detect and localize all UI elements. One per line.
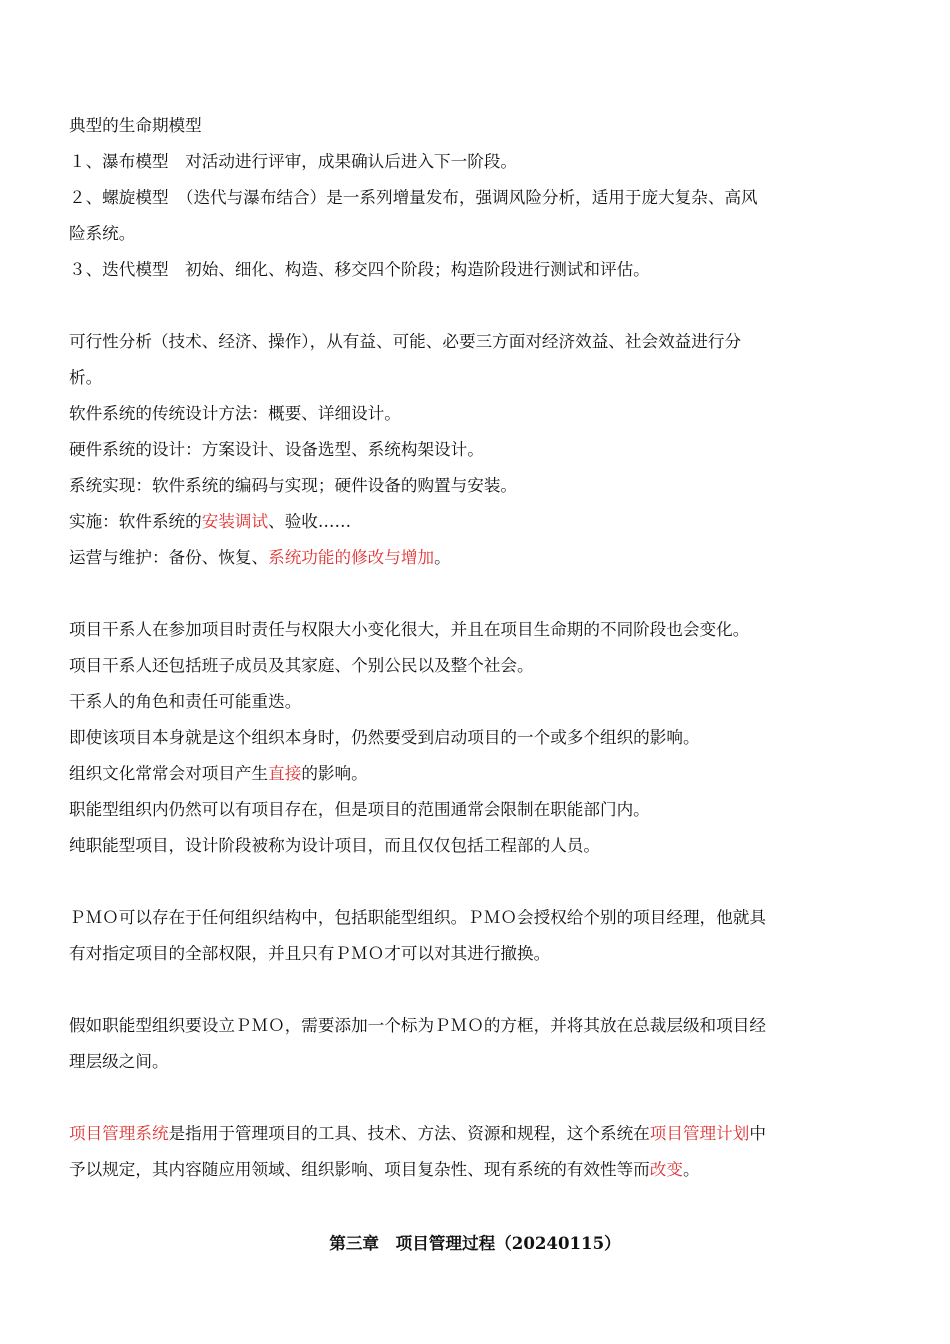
stakeholder-line-4: 即使该项目本身就是这个组织本身时，仍然要受到启动项目的一个或多个组织的影响。 [69,728,700,747]
paragraph-gap [69,1080,884,1116]
implementation-line: 系统实现：软件系统的编码与实现；硬件设备的购置与安装。 [69,476,518,495]
paragraph-gap [69,864,884,900]
stakeholder-line-3: 干系人的角色和责任可能重迭。 [69,692,302,711]
software-design-line: 软件系统的传统设计方法：概要、详细设计。 [69,404,401,423]
deployment-highlight: 安装调试 [201,512,269,531]
pms-text-end: 中 [749,1124,766,1143]
deployment-line [69,504,884,540]
pms-cont-text: 予以规定，其内容随应用领域、组织影响、项目复杂性、现有系统的有效性等而 [69,1160,650,1179]
lifecycle-item-waterfall: １、瀑布模型 对活动进行评审，成果确认后进入下一阶段。 [69,152,518,171]
pms-paragraph-cont [69,1152,884,1188]
hardware-design-line: 硬件系统的设计：方案设计、设备选型、系统构架设计。 [69,440,484,459]
operations-line [69,540,884,576]
pms-text: 是指用于管理项目的工具、技术、方法、资源和规程，这个系统在 [168,1124,650,1143]
pms-highlight: 项目管理系统 [69,1124,169,1143]
culture-text-end: 的影响。 [301,764,368,783]
stakeholder-line-7: 纯职能型项目，设计阶段被称为设计项目，而且仅仅包括工程部的人员。 [69,836,600,855]
stakeholder-line-1: 项目干系人在参加项目时责任与权限大小变化很大，并且在项目生命期的不同阶段也会变化。 [69,620,750,639]
document-body [69,108,884,1188]
stakeholder-line-2: 项目干系人还包括班子成员及其家庭、个别公民以及整个社会。 [69,656,534,675]
feasibility-line-cont: 析。 [69,368,103,387]
deployment-text: 实施：软件系统的 [69,512,202,531]
lifecycle-heading: 典型的生命期模型 [69,116,202,135]
stakeholder-line-5 [69,756,884,792]
lifecycle-item-spiral-cont: 险系统。 [69,224,136,243]
paragraph-gap [69,288,884,324]
paragraph-gap [69,972,884,1008]
change-highlight: 改变 [649,1160,683,1179]
pmo-paragraph-2-cont: 理层级之间。 [69,1052,169,1071]
operations-highlight: 系统功能的修改与增加 [268,548,435,567]
pmo-paragraph-1: ＰＭＯ可以存在于任何组织结构中，包括职能型组织。ＰＭＯ会授权给个别的项目经理，他就具 [69,908,766,927]
stakeholder-line-6: 职能型组织内仍然可以有项目存在，但是项目的范围通常会限制在职能部门内。 [69,800,650,819]
operations-text-end: 。 [434,548,451,567]
chapter-title: 第三章 项目管理过程（20240115） [329,1233,621,1253]
pms-paragraph [69,1116,884,1152]
lifecycle-item-iterative: ３、迭代模型 初始、细化、构造、移交四个阶段；构造阶段进行测试和评估。 [69,260,650,279]
feasibility-line: 可行性分析（技术、经济、操作），从有益、可能、必要三方面对经济效益、社会效益进行分 [69,332,742,351]
lifecycle-item-spiral: ２、螺旋模型 （迭代与瀑布结合）是一系列增量发布，强调风险分析，适用于庞大复杂、高风 [69,188,758,207]
pmo-paragraph-1-cont: 有对指定项目的全部权限，并且只有ＰＭＯ才可以对其进行撤换。 [69,944,551,963]
culture-highlight: 直接 [268,764,302,783]
pms-cont-end: 。 [682,1160,700,1179]
culture-text: 组织文化常常会对项目产生 [69,764,269,783]
pmo-paragraph-2: 假如职能型组织要设立ＰＭＯ，需要添加一个标为ＰＭＯ的方框，并将其放在总裁层级和项目经 [69,1016,766,1035]
paragraph-gap [69,576,884,612]
operations-text: 运营与维护：备份、恢复、 [69,548,269,567]
pm-plan-highlight: 项目管理计划 [649,1124,750,1143]
deployment-text-end: 、验收…… [268,512,352,531]
